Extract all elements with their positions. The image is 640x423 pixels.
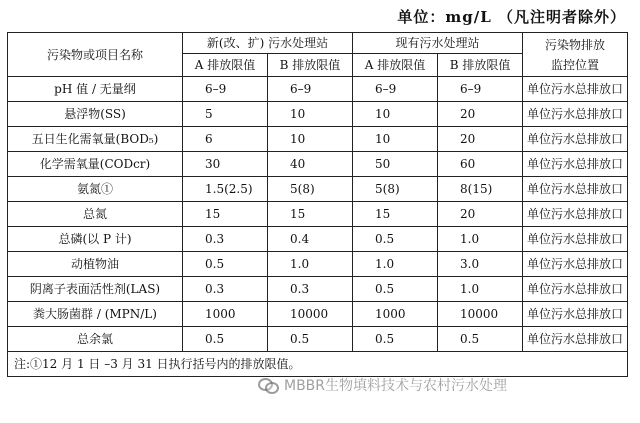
cell-new-a-limit: 0.5 xyxy=(183,252,268,277)
header-new-b-limit: B 排放限值 xyxy=(268,54,353,77)
cell-new-b-limit: 1.0 xyxy=(268,252,353,277)
cell-new-b-limit: 15 xyxy=(268,202,353,227)
cell-monitor-location: 单位污水总排放口 xyxy=(523,277,628,302)
watermark-text: MBBR生物填料技术与农村污水处理 xyxy=(284,378,508,394)
cell-pollutant-name: 动植物油 xyxy=(8,252,183,277)
cell-monitor-location: 单位污水总排放口 xyxy=(523,152,628,177)
table-row xyxy=(8,102,628,127)
cell-new-a-limit: 0.3 xyxy=(183,277,268,302)
cell-existing-a-limit: 1000 xyxy=(353,302,438,327)
cell-monitor-location: 单位污水总排放口 xyxy=(523,177,628,202)
cell-new-b-limit: 6–9 xyxy=(268,77,353,102)
cell-new-a-limit: 0.3 xyxy=(183,227,268,252)
cell-new-b-limit: 0.3 xyxy=(268,277,353,302)
cell-existing-a-limit: 1.0 xyxy=(353,252,438,277)
header-new-a-limit: A 排放限值 xyxy=(183,54,268,77)
watermark xyxy=(258,375,507,395)
cell-pollutant-name: 总余氯 xyxy=(8,327,183,352)
cell-existing-a-limit: 15 xyxy=(353,202,438,227)
header-existing-a-limit: A 排放限值 xyxy=(353,54,438,77)
cell-monitor-location: 单位污水总排放口 xyxy=(523,302,628,327)
cell-pollutant-name: 阴离子表面活性剂(LAS) xyxy=(8,277,183,302)
table-body xyxy=(8,77,628,352)
cell-existing-a-limit: 0.5 xyxy=(353,327,438,352)
table-row xyxy=(8,127,628,152)
header-monitor-location xyxy=(523,33,628,77)
header-monitor-line2: 监控位置 xyxy=(551,57,600,72)
cell-monitor-location: 单位污水总排放口 xyxy=(523,77,628,102)
cell-existing-b-limit: 60 xyxy=(438,152,523,177)
header-pollutant-name: 污染物或项目名称 xyxy=(8,33,183,77)
header-existing-b-limit: B 排放限值 xyxy=(438,54,523,77)
header-monitor-line1: 污染物排放 xyxy=(545,37,606,52)
cell-existing-b-limit: 20 xyxy=(438,102,523,127)
header-existing-station: 现有污水处理站 xyxy=(353,33,523,54)
cell-monitor-location: 单位污水总排放口 xyxy=(523,102,628,127)
cell-monitor-location: 单位污水总排放口 xyxy=(523,202,628,227)
header-new-station: 新(改、扩) 污水处理站 xyxy=(183,33,353,54)
cell-existing-b-limit: 20 xyxy=(438,127,523,152)
cell-pollutant-name: 化学需氧量(CODcr) xyxy=(8,152,183,177)
cell-existing-a-limit: 6–9 xyxy=(353,77,438,102)
cell-new-a-limit: 30 xyxy=(183,152,268,177)
cell-new-b-limit: 5(8) xyxy=(268,177,353,202)
cell-pollutant-name: 五日生化需氧量(BOD₅) xyxy=(8,127,183,152)
table-row xyxy=(8,227,628,252)
cell-new-a-limit: 0.5 xyxy=(183,327,268,352)
table-row xyxy=(8,327,628,352)
cell-existing-a-limit: 50 xyxy=(353,152,438,177)
cell-pollutant-name: 氨氮① xyxy=(8,177,183,202)
cell-new-b-limit: 10 xyxy=(268,102,353,127)
table-row xyxy=(8,152,628,177)
table-row xyxy=(8,302,628,327)
cell-existing-a-limit: 0.5 xyxy=(353,227,438,252)
table-row xyxy=(8,277,628,302)
cell-monitor-location: 单位污水总排放口 xyxy=(523,252,628,277)
unit-note: 单位：mg/L （凡注明者除外） xyxy=(397,8,626,26)
cell-existing-a-limit: 10 xyxy=(353,127,438,152)
table-row xyxy=(8,77,628,102)
cell-existing-b-limit: 6–9 xyxy=(438,77,523,102)
cell-pollutant-name: 悬浮物(SS) xyxy=(8,102,183,127)
cell-existing-b-limit: 10000 xyxy=(438,302,523,327)
table-row xyxy=(8,252,628,277)
table-row xyxy=(8,202,628,227)
cell-new-b-limit: 10 xyxy=(268,127,353,152)
cell-existing-b-limit: 1.0 xyxy=(438,227,523,252)
wechat-icon xyxy=(258,377,278,393)
table-row xyxy=(8,177,628,202)
cell-new-b-limit: 0.5 xyxy=(268,327,353,352)
cell-existing-b-limit: 8(15) xyxy=(438,177,523,202)
cell-new-b-limit: 0.4 xyxy=(268,227,353,252)
cell-existing-b-limit: 3.0 xyxy=(438,252,523,277)
cell-existing-b-limit: 20 xyxy=(438,202,523,227)
cell-new-b-limit: 40 xyxy=(268,152,353,177)
cell-existing-b-limit: 1.0 xyxy=(438,277,523,302)
cell-new-a-limit: 5 xyxy=(183,102,268,127)
footnote: 注:①12 月 1 日 –3 月 31 日执行括号内的排放限值。 xyxy=(8,352,628,377)
cell-new-a-limit: 6 xyxy=(183,127,268,152)
discharge-standard-table xyxy=(7,32,628,377)
cell-monitor-location: 单位污水总排放口 xyxy=(523,327,628,352)
cell-existing-a-limit: 10 xyxy=(353,102,438,127)
cell-pollutant-name: pH 值 / 无量纲 xyxy=(8,77,183,102)
cell-new-a-limit: 6–9 xyxy=(183,77,268,102)
cell-existing-a-limit: 0.5 xyxy=(353,277,438,302)
cell-monitor-location: 单位污水总排放口 xyxy=(523,227,628,252)
cell-new-a-limit: 1.5(2.5) xyxy=(183,177,268,202)
cell-monitor-location: 单位污水总排放口 xyxy=(523,127,628,152)
cell-pollutant-name: 总磷(以 P 计) xyxy=(8,227,183,252)
cell-new-b-limit: 10000 xyxy=(268,302,353,327)
cell-pollutant-name: 总氮 xyxy=(8,202,183,227)
cell-new-a-limit: 1000 xyxy=(183,302,268,327)
cell-new-a-limit: 15 xyxy=(183,202,268,227)
cell-pollutant-name: 粪大肠菌群 / (MPN/L) xyxy=(8,302,183,327)
cell-existing-b-limit: 0.5 xyxy=(438,327,523,352)
cell-existing-a-limit: 5(8) xyxy=(353,177,438,202)
